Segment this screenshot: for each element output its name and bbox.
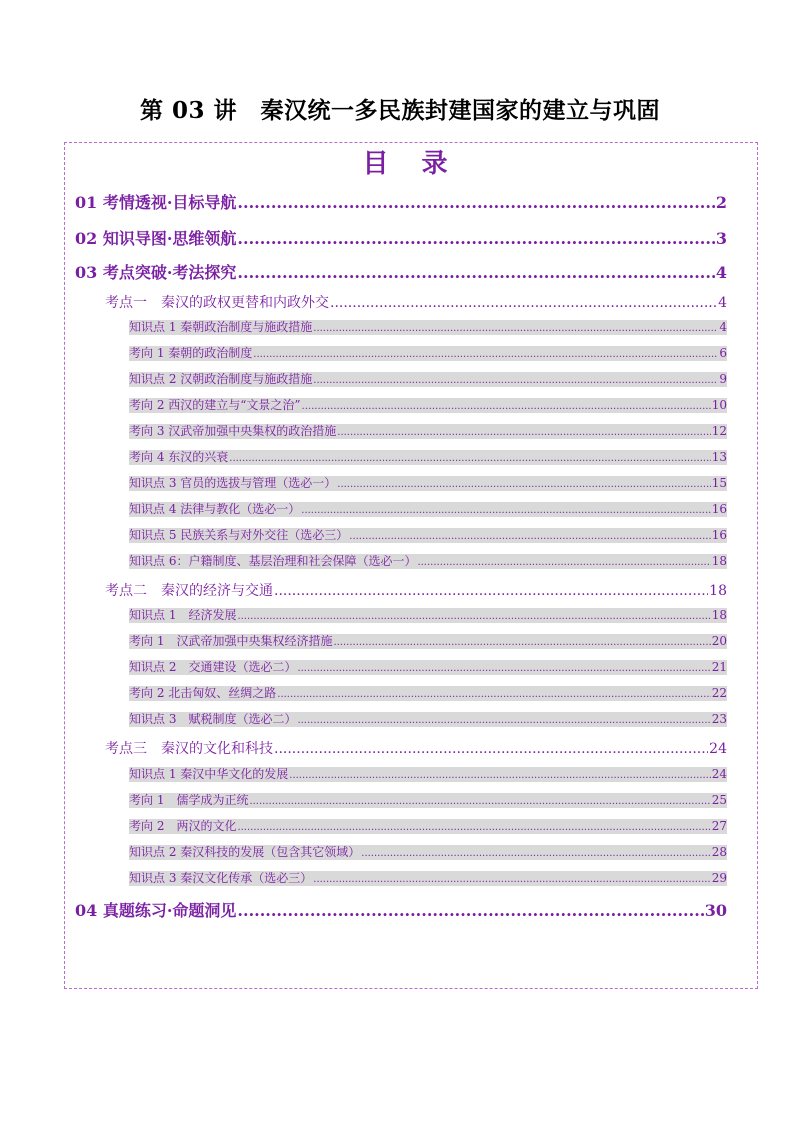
leader-dots — [249, 793, 710, 809]
toc-item[interactable] — [129, 767, 727, 782]
leader-dots — [313, 372, 718, 388]
toc-item[interactable] — [129, 871, 727, 886]
toc-item[interactable] — [129, 528, 727, 543]
toc-page-number: 4 — [719, 320, 727, 334]
toc-page-number: 16 — [711, 528, 727, 542]
toc-entry-label: 考向 3 汉武帝加强中央集权的政治措施 — [129, 424, 337, 438]
toc-item[interactable] — [129, 819, 727, 834]
leader-dots — [237, 608, 710, 624]
leader-dots — [313, 320, 718, 336]
toc-entry-02[interactable] — [75, 226, 727, 249]
toc-entry-label: 03 考点突破·考法探究 — [75, 263, 237, 282]
toc-item[interactable] — [129, 845, 727, 860]
toc-page-number: 10 — [711, 398, 727, 412]
toc-entry-label: 知识点 1 秦汉中华文化的发展 — [129, 767, 289, 781]
toc-entry-label: 知识点 3 赋税制度（选必二） — [129, 712, 297, 726]
leader-dots — [237, 901, 703, 920]
table-of-contents — [64, 142, 758, 989]
toc-page-number: 18 — [711, 554, 727, 568]
toc-entry-label: 知识点 3 官员的选拔与管理（选必一） — [129, 476, 337, 490]
toc-item[interactable] — [129, 686, 727, 701]
toc-page-number: 29 — [711, 871, 727, 885]
toc-page-number: 4 — [715, 263, 727, 282]
leader-dots — [333, 634, 710, 650]
toc-page-number: 22 — [711, 686, 727, 700]
toc-page-number: 21 — [711, 660, 727, 674]
toc-page-number: 4 — [718, 295, 727, 311]
toc-item[interactable] — [129, 346, 727, 361]
leader-dots — [361, 845, 710, 861]
toc-page-number: 24 — [711, 767, 727, 781]
toc-page-number: 12 — [711, 424, 727, 438]
toc-entry-label: 知识点 1 秦朝政治制度与施政措施 — [129, 320, 313, 334]
toc-page-number: 13 — [711, 450, 727, 464]
leader-dots — [237, 229, 714, 248]
toc-page-number: 28 — [711, 845, 727, 859]
toc-entry-label: 考向 1 儒学成为正统 — [129, 793, 249, 807]
leader-dots — [349, 528, 710, 544]
toc-page-number: 15 — [711, 476, 727, 490]
toc-section-kaodian-2[interactable] — [105, 580, 727, 600]
toc-entry-label: 知识点 5 民族关系与对外交往（选必三） — [129, 528, 349, 542]
toc-section-kaodian-3[interactable] — [105, 738, 727, 758]
leader-dots — [297, 712, 710, 728]
toc-entry-label: 考向 2 两汉的文化 — [129, 819, 237, 833]
toc-item[interactable] — [129, 502, 727, 517]
toc-entry-label: 考向 1 汉武帝加强中央集权经济措施 — [129, 634, 333, 648]
toc-page-number: 23 — [711, 712, 727, 726]
toc-entry-label: 知识点 3 秦汉文化传承（选必三） — [129, 871, 313, 885]
toc-entry-04[interactable] — [75, 898, 727, 921]
toc-entry-label: 知识点 1 经济发展 — [129, 608, 237, 622]
toc-entry-label: 知识点 4 法律与教化（选必一） — [129, 502, 301, 516]
toc-item[interactable] — [129, 476, 727, 491]
toc-entry-label: 知识点 2 汉朝政治制度与施政措施 — [129, 372, 313, 386]
toc-entry-label: 02 知识导图·思维领航 — [75, 229, 237, 248]
leader-dots — [253, 346, 718, 362]
toc-entry-label: 考点三 秦汉的文化和科技 — [105, 741, 273, 757]
toc-page-number: 24 — [709, 741, 727, 757]
page-title: 第 03 讲 秦汉统一多民族封建国家的建立与巩固 — [139, 97, 661, 124]
toc-item[interactable] — [129, 424, 727, 439]
leader-dots — [289, 767, 710, 783]
leader-dots — [237, 819, 710, 835]
leader-dots — [330, 295, 717, 311]
toc-page-number: 20 — [711, 634, 727, 648]
toc-page-number: 18 — [711, 608, 727, 622]
toc-item[interactable] — [129, 450, 727, 465]
leader-dots — [301, 502, 710, 518]
toc-item[interactable] — [129, 660, 727, 675]
leader-dots — [237, 263, 714, 282]
toc-entry-label: 考向 4 东汉的兴衰 — [129, 450, 229, 464]
leader-dots — [302, 398, 711, 414]
toc-entry-label: 考向 1 秦朝的政治制度 — [129, 346, 253, 360]
toc-page-number: 30 — [704, 901, 727, 920]
leader-dots — [274, 741, 708, 757]
toc-page-number: 9 — [719, 372, 727, 386]
toc-item[interactable] — [129, 634, 727, 649]
toc-entry-label: 考向 2 西汉的建立与“文景之治” — [129, 398, 301, 412]
toc-page-number: 18 — [709, 583, 727, 599]
toc-item[interactable] — [129, 372, 727, 387]
toc-page-number: 27 — [711, 819, 727, 833]
toc-entry-label: 知识点 6：户籍制度、基层治理和社会保障（选必一） — [129, 554, 417, 568]
toc-item[interactable] — [129, 554, 727, 569]
leader-dots — [237, 193, 714, 212]
toc-page-number: 25 — [711, 793, 727, 807]
leader-dots — [229, 450, 710, 466]
toc-item[interactable] — [129, 320, 727, 335]
leader-dots — [277, 686, 710, 702]
toc-entry-label: 知识点 2 交通建设（选必二） — [129, 660, 297, 674]
toc-entry-label: 知识点 2 秦汉科技的发展（包含其它领域） — [129, 845, 361, 859]
toc-item[interactable] — [129, 793, 727, 808]
leader-dots — [337, 476, 710, 492]
leader-dots — [417, 554, 710, 570]
toc-item[interactable] — [129, 712, 727, 727]
leader-dots — [337, 424, 710, 440]
toc-entry-03[interactable] — [75, 260, 727, 283]
toc-entry-label: 考点一 秦汉的政权更替和内政外交 — [105, 295, 329, 311]
toc-item[interactable] — [129, 398, 727, 413]
toc-entry-label: 考向 2 北击匈奴、丝绸之路 — [129, 686, 277, 700]
toc-entry-label: 考点二 秦汉的经济与交通 — [105, 583, 273, 599]
leader-dots — [274, 583, 708, 599]
toc-item[interactable] — [129, 608, 727, 623]
leader-dots — [313, 871, 710, 887]
toc-page-number: 6 — [719, 346, 727, 360]
toc-page-number: 16 — [711, 502, 727, 516]
toc-heading: 目 录 — [362, 149, 460, 179]
toc-page-number: 2 — [715, 193, 727, 212]
toc-section-kaodian-1[interactable] — [105, 292, 727, 312]
toc-page-number: 3 — [715, 229, 727, 248]
toc-entry-label: 01 考情透视·目标导航 — [75, 193, 237, 212]
toc-entry-01[interactable] — [75, 190, 727, 213]
toc-entry-label: 04 真题练习·命题洞见 — [75, 901, 237, 920]
leader-dots — [297, 660, 710, 676]
